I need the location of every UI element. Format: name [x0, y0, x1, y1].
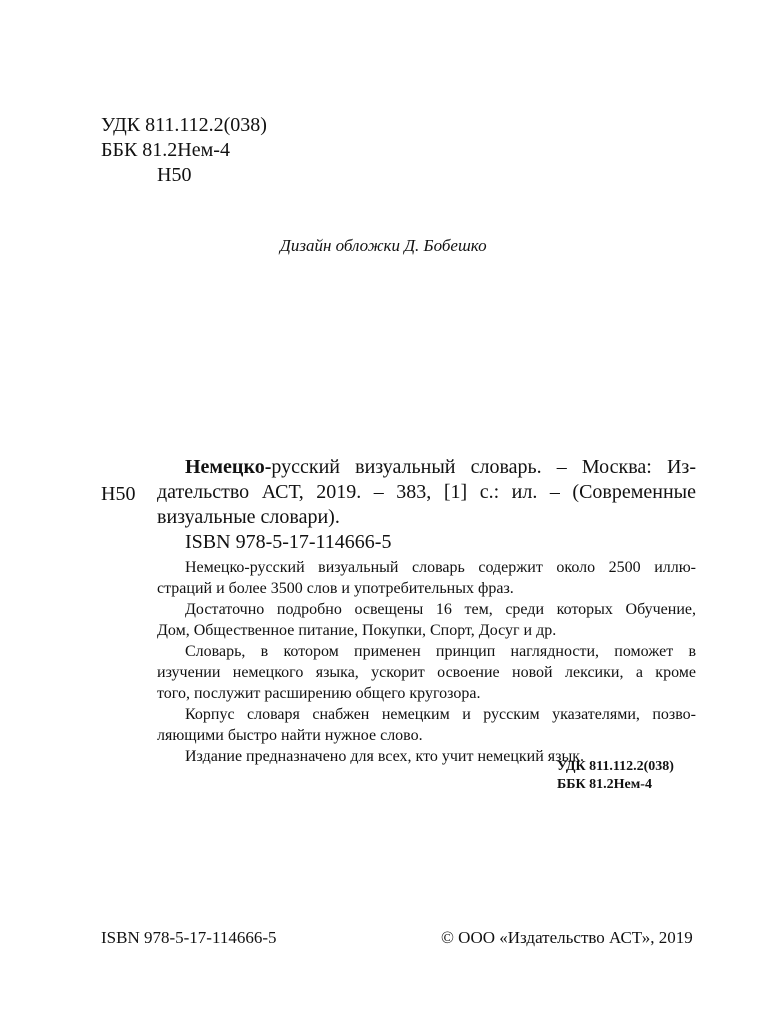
- bottom-bbk-code: ББК 81.2Нем-4: [557, 777, 652, 792]
- annotation-p5-line-1: Издание предназначено для всех, кто учит немецкий язык.: [185, 748, 584, 765]
- annotation-p2-line-2: Дом, Общественное питание, Покупки, Спорт, Досуг и др.: [157, 622, 557, 639]
- entry-author-mark: Н50: [101, 483, 136, 505]
- entry-title-rest: русский визуальный словарь. – Москва: Из-: [271, 456, 696, 478]
- footer-copyright: © ООО «Издательство АСТ», 2019: [441, 928, 693, 947]
- entry-line-1: [157, 455, 696, 480]
- bibliographic-entry: [157, 455, 696, 555]
- annotation-p3-line-1: Словарь, в котором применен принцип наглядности, поможет в: [185, 643, 696, 660]
- author-mark: Н50: [157, 164, 192, 186]
- annotation-p2-line-1: Достаточно подробно освещены 16 тем, среди которых Обучение,: [185, 601, 696, 618]
- entry-title-bold: Немецко-: [185, 456, 272, 478]
- bbk-code: ББК 81.2Нем-4: [101, 139, 230, 161]
- annotation-p4-line-2: ляющими быстро найти нужное слово.: [157, 727, 423, 744]
- annotation-p1-line-1: Немецко-русский визуальный словарь содержит около 2500 иллю-: [185, 559, 696, 576]
- bottom-udk-code: УДК 811.112.2(038): [557, 759, 674, 774]
- annotation: [157, 557, 696, 767]
- annotation-p1-line-2: страций и более 3500 слов и употребительных фраз.: [157, 580, 514, 597]
- annotation-p3-line-2: изучении немецкого языка, ускорит освоение новой лексики, а кроме: [157, 664, 696, 681]
- entry-isbn: ISBN 978-5-17-114666-5: [185, 531, 392, 553]
- annotation-p3-line-3: того, послужит расширению общего кругозора.: [157, 685, 481, 702]
- entry-line-2: дательство АСТ, 2019. – 383, [1] с.: ил. – (Современные: [157, 481, 696, 503]
- entry-line-3: визуальные словари).: [157, 506, 340, 528]
- cover-design-credit: Дизайн обложки Д. Бобешко: [280, 236, 487, 255]
- annotation-p4-line-1: Корпус словаря снабжен немецким и русским указателями, позво-: [185, 706, 696, 723]
- udk-code: УДК 811.112.2(038): [101, 114, 267, 136]
- bottom-codes: [557, 758, 674, 794]
- footer-isbn: ISBN 978-5-17-114666-5: [101, 928, 277, 947]
